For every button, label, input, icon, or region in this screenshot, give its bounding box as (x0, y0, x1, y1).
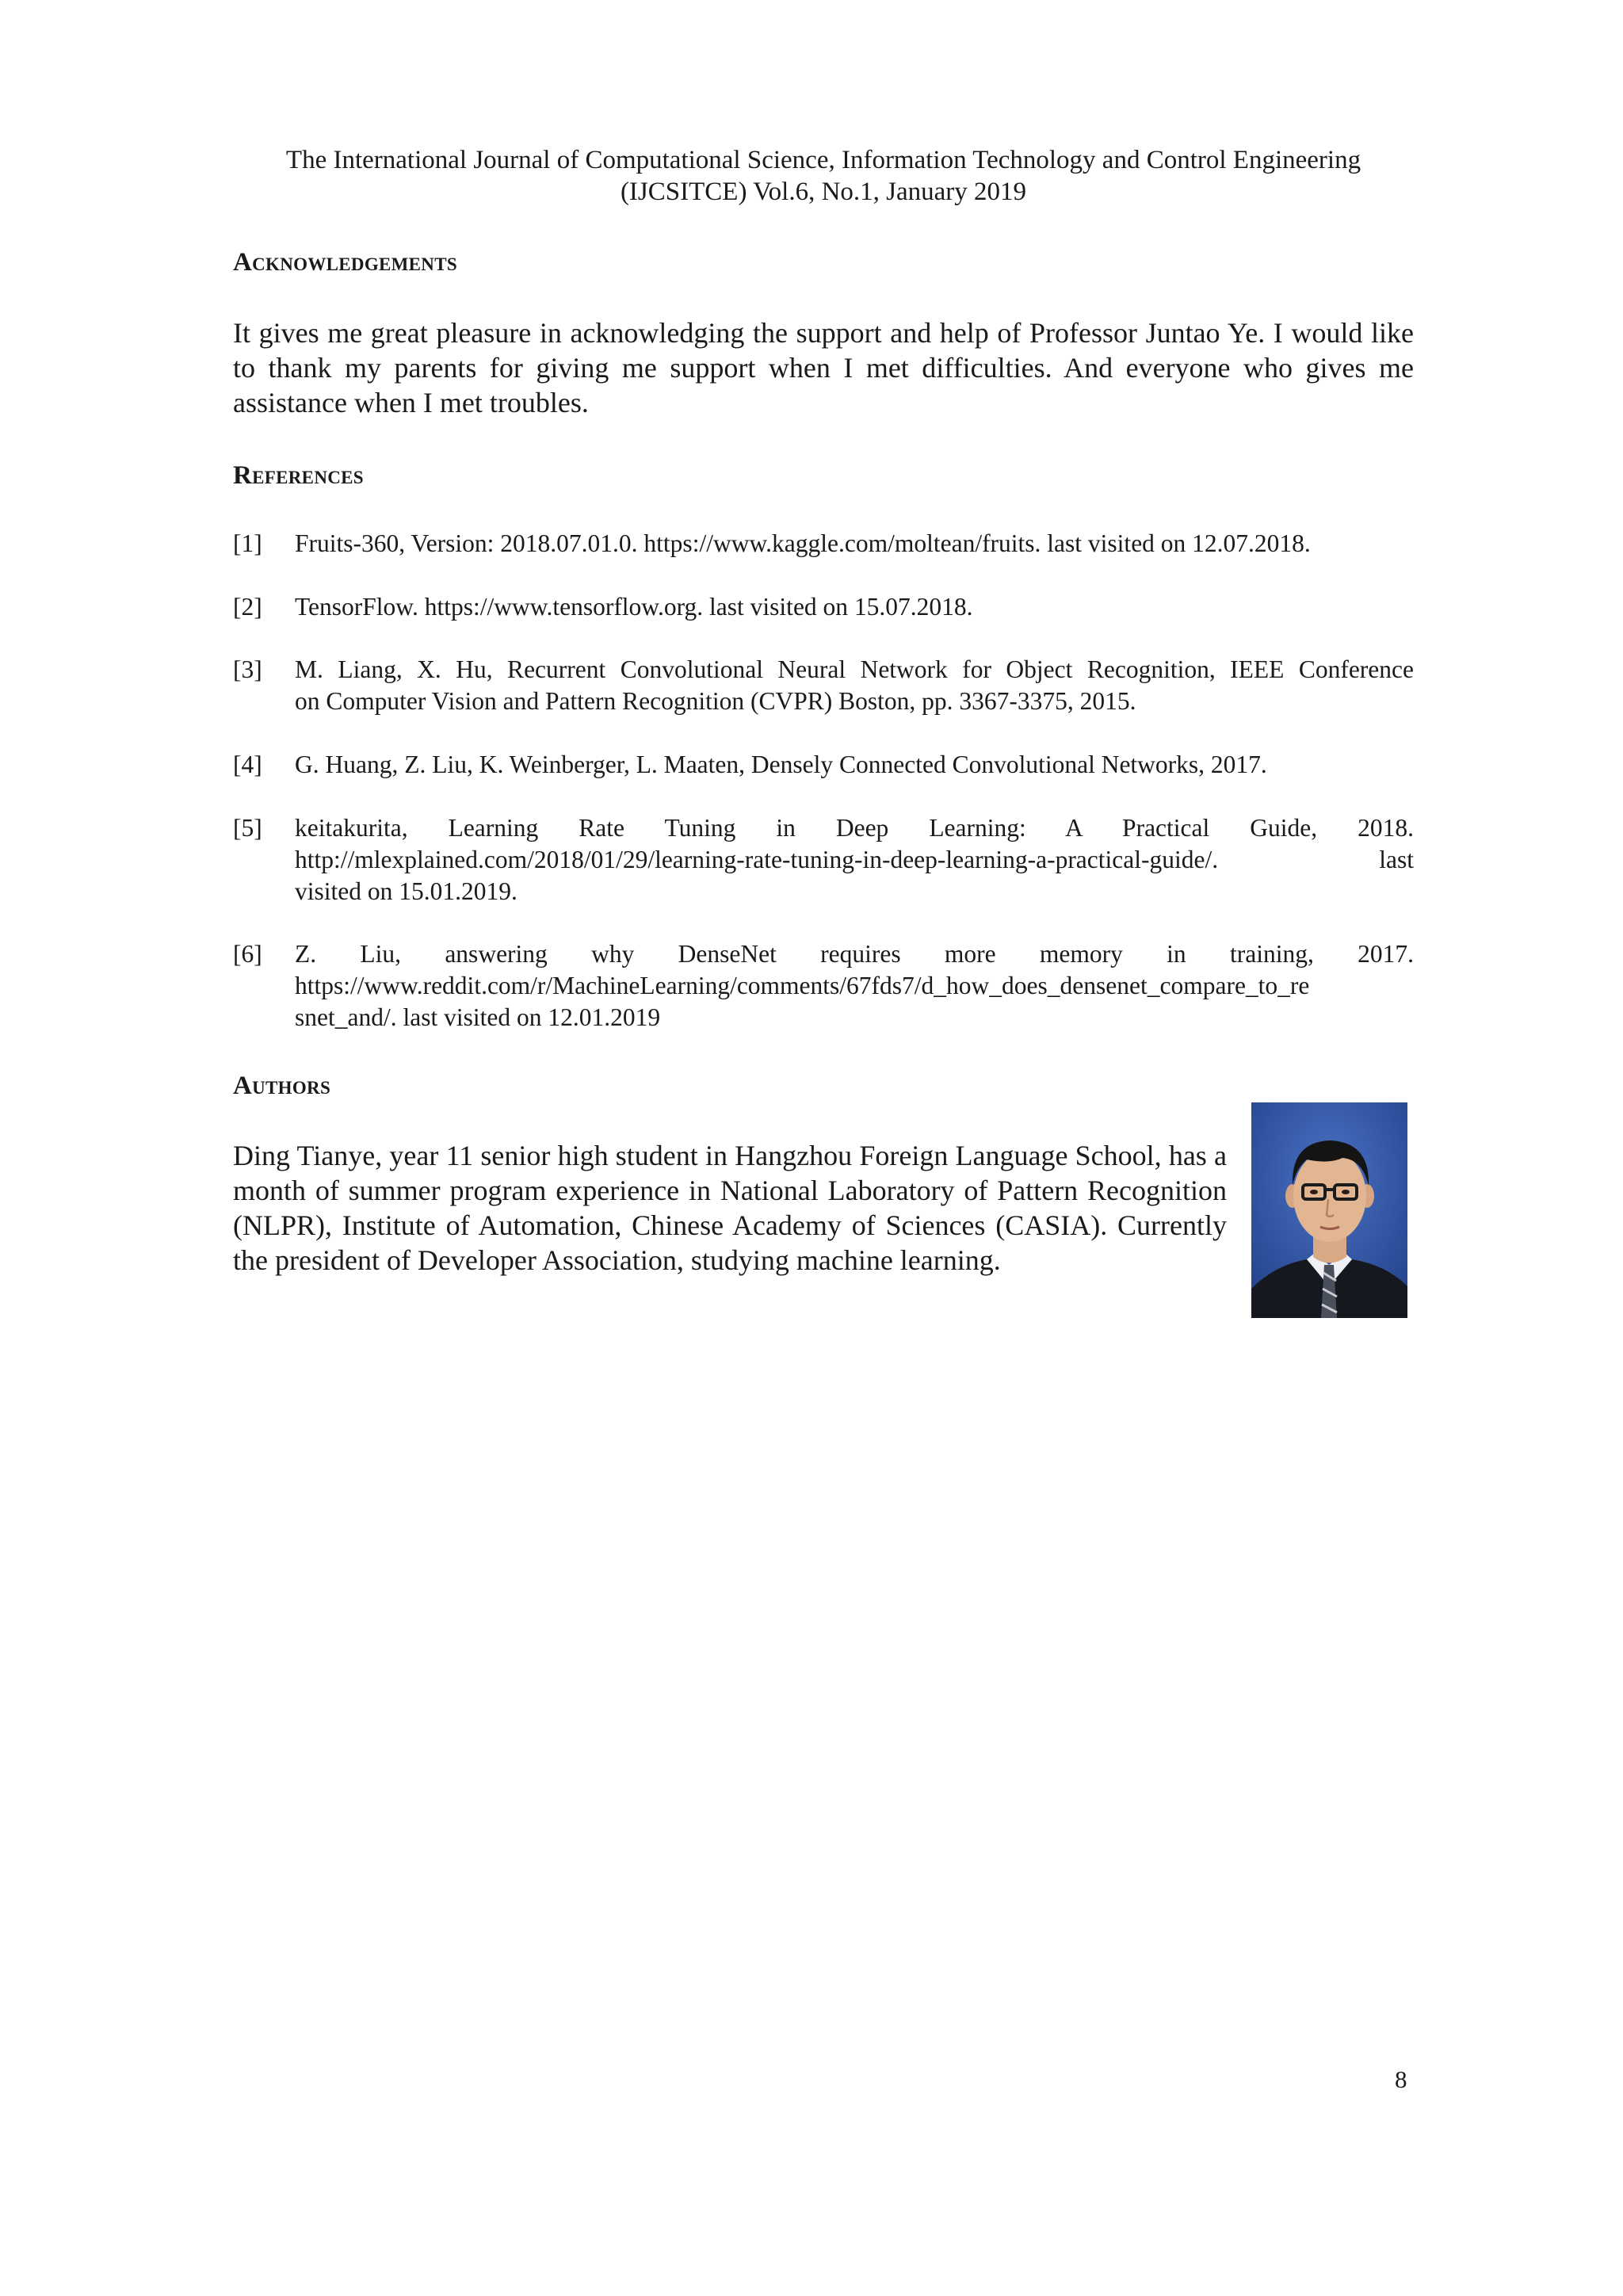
references-heading: References (233, 461, 364, 490)
acknowledgements-heading: Acknowledgements (233, 248, 457, 277)
reference-number: [2] (233, 593, 262, 621)
reference-item (233, 749, 1414, 781)
reference-text: M. Liang, X. Hu, Recurrent Convolutional Neural Network for Object Recognition, IEEE Conference (295, 655, 1414, 683)
journal-issue-line: (IJCSITCE) Vol.6, No.1, January 2019 (620, 178, 1027, 206)
reference-text: G. Huang, Z. Liu, K. Weinberger, L. Maaten, Densely Connected Convolutional Networks, 2017. (295, 751, 1267, 778)
journal-title-line: The International Journal of Computational Science, Information Technology and Control Engineering (285, 146, 1361, 174)
reference-number: [5] (233, 814, 262, 842)
reference-text: keitakurita, Learning Rate Tuning in Deep Learning: A Practical Guide, 2018. (295, 814, 1414, 842)
reference-item (233, 654, 1414, 717)
reference-number: [6] (233, 940, 262, 968)
reference-text: TensorFlow. https://www.tensorflow.org. last visited on 15.07.2018. (295, 593, 973, 621)
reference-item (233, 812, 1414, 907)
acknowledgements-text: It gives me great pleasure in acknowledging the support and help of Professor Juntao Ye. I would like to thank my parents for giving me support when I met difficulties. And everyone who gives me assistance when I met troubles. (233, 317, 1414, 418)
reference-item (233, 528, 1414, 560)
reference-text: visited on 15.01.2019. (295, 877, 517, 905)
reference-url: https://www.reddit.com/r/MachineLearning/comments/67fds7/d_how_does_densenet_compare_to_re (295, 972, 1310, 999)
reference-item (233, 591, 1414, 623)
reference-number: [1] (233, 529, 262, 557)
reference-text: snet_and/. last visited on 12.01.2019 (295, 1003, 661, 1031)
author-photo (1251, 1102, 1407, 1318)
reference-url: http://mlexplained.com/2018/01/29/learning-rate-tuning-in-deep-learning-a-practical-guide/. last (295, 846, 1414, 873)
running-header (233, 144, 1414, 208)
reference-text: Fruits-360, Version: 2018.07.01.0. https://www.kaggle.com/moltean/fruits. last visited on 12.07.2018. (295, 529, 1311, 557)
authors-heading: Authors (233, 1072, 331, 1100)
reference-text: on Computer Vision and Pattern Recognition (CVPR) Boston, pp. 3367-3375, 2015. (295, 687, 1136, 715)
reference-text: Z. Liu, answering why DenseNet requires more memory in training, 2017. (295, 940, 1414, 968)
author-bio: Ding Tianye, year 11 senior high student in Hangzhou Foreign Language School, has a month of summer program experience in National Laboratory of Pattern Recognition (NLPR), Institute of Automation, Chinese Academy of Sciences (CASIA). Currently the president of Developer Association, studying machine learning. (233, 1140, 1227, 1276)
reference-number: [3] (233, 655, 262, 683)
reference-item (233, 938, 1414, 1033)
page-number: 8 (1395, 2065, 1407, 2093)
reference-number: [4] (233, 751, 262, 778)
